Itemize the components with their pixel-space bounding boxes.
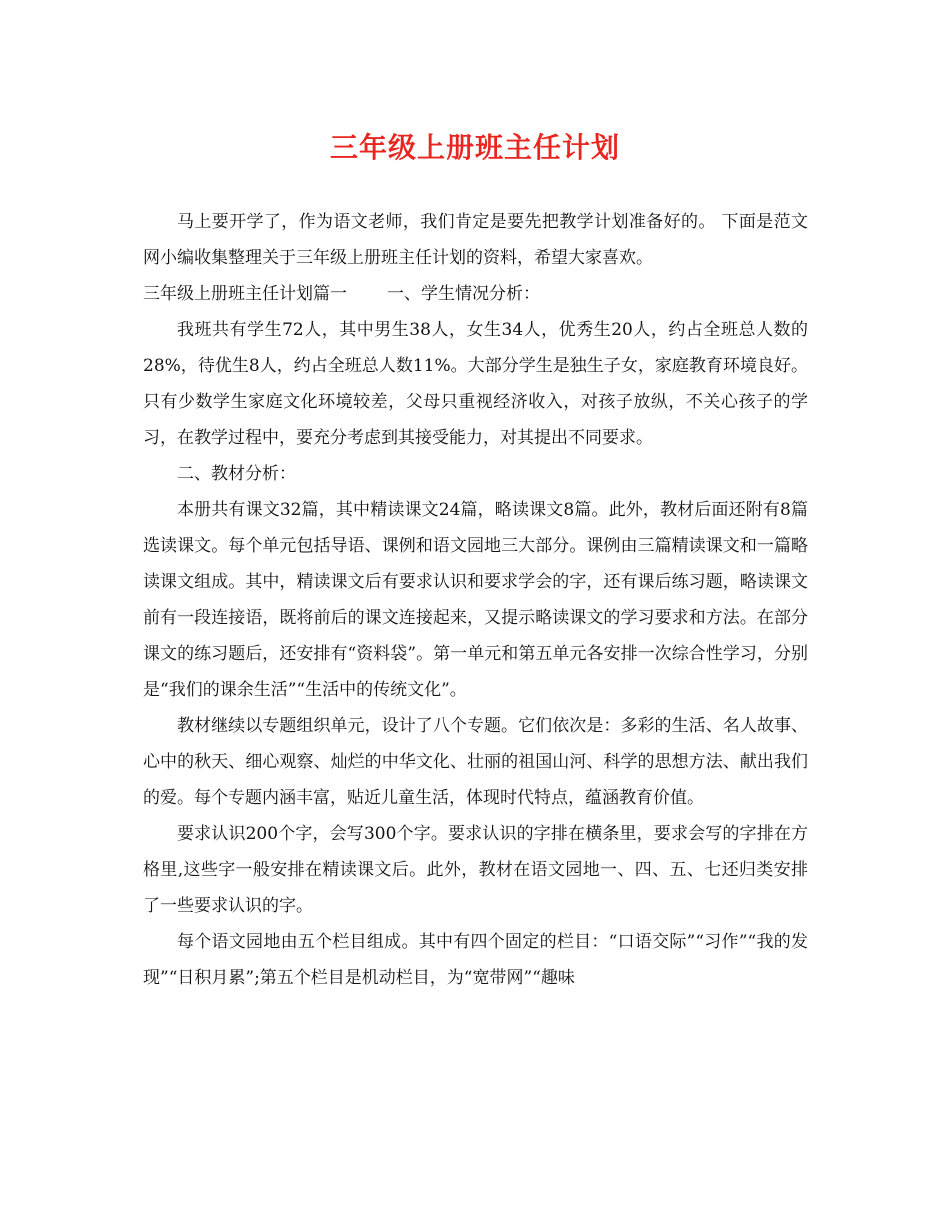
section-heading-1: 一、学生情况分析： bbox=[387, 284, 540, 304]
textbook-paragraph-2: 教材继续以专题组织单元，设计了八个专题。它们依次是：多彩的生活、名人故事、心中的秋天、细心观察、灿烂的中华文化、壮丽的祖国山河、科学的思想方法、献出我们的爱。每个专题内涵丰富，贴近儿童生活，体现时代特点，蕴涵教育价值。 bbox=[143, 716, 808, 808]
intro-paragraph: 马上要开学了，作为语文老师，我们肯定是要先把教学计划准备好的。 下面是范文网小编收集整理关于三年级上册班主任计划的资料，希望大家喜欢。 bbox=[143, 212, 808, 268]
section-line bbox=[143, 276, 808, 312]
section-label: 三年级上册班主任计划篇一 bbox=[143, 284, 347, 304]
textbook-paragraph-3: 要求认识200个字，会写300个字。要求认识的字排在横条里，要求会写的字排在方格里,这些字一般安排在精读课文后。此外，教材在语文园地一、四、五、七还归类安排了一些要求认识的字。 bbox=[143, 824, 808, 916]
student-analysis-paragraph: 我班共有学生72人，其中男生38人，女生34人，优秀生20人，约占全班总人数的28%，待优生8人，约占全班总人数11%。大部分学生是独生子女，家庭教育环境良好。只有少数学生家庭文化环境较差，父母只重视经济收入，对孩子放纵，不关心孩子的学习，在教学过程中，要充分考虑到其接受能力，对其提出不同要求。 bbox=[143, 320, 808, 448]
section-heading-2: 二、教材分析： bbox=[177, 464, 296, 484]
page-title: 三年级上册班主任计划 bbox=[329, 131, 620, 164]
document-body bbox=[143, 204, 808, 996]
textbook-paragraph-4: 每个语文园地由五个栏目组成。其中有四个固定的栏目：“口语交际”“习作”“我的发现”“日积月累”;第五个栏目是机动栏目，为“宽带网”“趣味 bbox=[143, 932, 808, 988]
textbook-paragraph-1: 本册共有课文32篇，其中精读课文24篇，略读课文8篇。此外，教材后面还附有8篇选读课文。每个单元包括导语、课例和语文园地三大部分。课例由三篇精读课文和一篇略读课文组成。其中，精读课文后有要求认识和要求学会的字，还有课后练习题，略读课文前有一段连接语，既将前后的课文连接起来，又提示略读课文的学习要求和方法。在部分课文的练习题后，还安排有“资料袋”。第一单元和第五单元各安排一次综合性学习，分别是“我们的课余生活”“生活中的传统文化”。 bbox=[143, 500, 808, 700]
